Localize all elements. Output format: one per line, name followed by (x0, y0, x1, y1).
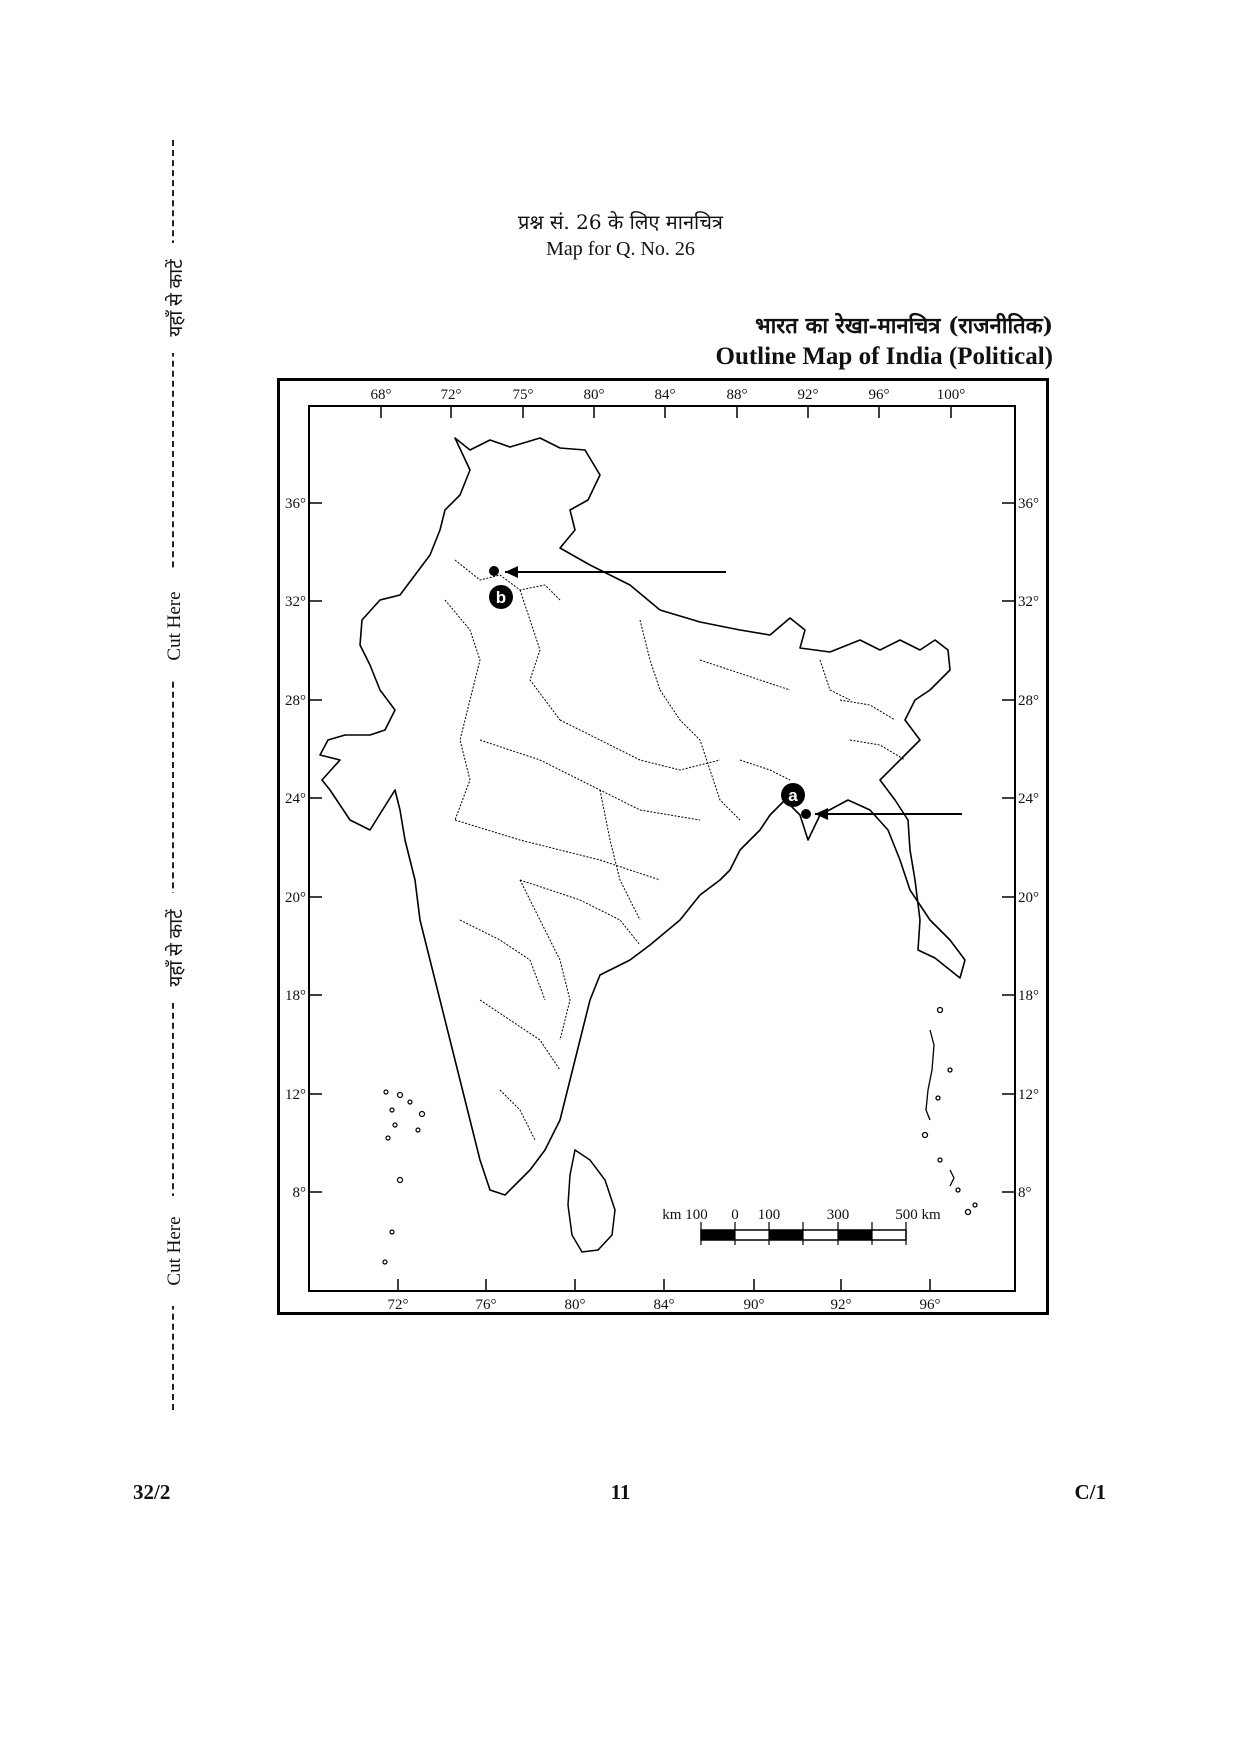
bottom-lon-label: 92° (830, 1297, 852, 1313)
top-lon-label: 75° (512, 387, 534, 403)
marker-b-label: b (495, 588, 507, 607)
sri-lanka-outline (568, 1150, 615, 1252)
scale-bar (662, 1207, 941, 1245)
top-lon-label: 100° (936, 387, 966, 403)
footer-set: C/1 (1074, 1480, 1106, 1504)
india-outline (320, 438, 965, 1195)
marker-a-point (801, 809, 811, 819)
right-lat-label: 18° (1018, 988, 1039, 1004)
bottom-lon-label: 90° (743, 1297, 765, 1313)
left-lat-label: 24° (285, 791, 306, 807)
right-lat-label: 20° (1018, 890, 1039, 906)
top-lon-label: 88° (726, 387, 748, 403)
bottom-lon-label: 72° (387, 1297, 409, 1313)
scale-label: 300 (826, 1207, 850, 1223)
top-lon-label: 84° (654, 387, 676, 403)
scale-label: 100 (757, 1207, 781, 1223)
right-lat-label: 32° (1018, 594, 1039, 610)
footer-page-number: 11 (610, 1480, 631, 1504)
question-heading-hindi: प्रश्न सं. 26 के लिए मानचित्र (518, 210, 723, 234)
right-lat-label: 24° (1018, 791, 1039, 807)
left-lat-label: 36° (285, 496, 306, 512)
top-lon-label: 68° (370, 387, 392, 403)
top-lon-label: 96° (868, 387, 890, 403)
marker-a-label: a (788, 786, 798, 805)
marker-b-point (489, 566, 499, 576)
top-lon-label: 80° (583, 387, 605, 403)
top-lon-label: 72° (440, 387, 462, 403)
map-title-english: Outline Map of India (Political) (715, 343, 1053, 370)
left-lat-label: 12° (285, 1087, 306, 1103)
scale-label: 500 km (895, 1207, 941, 1223)
bottom-lon-label: 96° (919, 1297, 941, 1313)
question-heading-english: Map for Q. No. 26 (546, 238, 695, 260)
left-lat-label: 18° (285, 988, 306, 1004)
left-lat-label: 28° (285, 693, 306, 709)
footer-code: 32/2 (133, 1480, 171, 1504)
cut-label-english-top: Cut Here (164, 571, 186, 681)
left-lat-label: 32° (285, 594, 306, 610)
bottom-lon-label: 80° (564, 1297, 586, 1313)
right-lat-label: 36° (1018, 496, 1039, 512)
cut-label-english-bottom: Cut Here (164, 1196, 186, 1306)
left-lat-label: 20° (285, 890, 306, 906)
map-title-hindi: भारत का रेखा-मानचित्र (राजनीतिक) (755, 313, 1053, 339)
top-lon-label: 92° (797, 387, 819, 403)
cut-label-hindi-bottom: यहाँ से काटें (162, 893, 188, 1003)
left-lat-label: 8° (292, 1185, 306, 1201)
scale-label: km 100 (662, 1207, 708, 1223)
bottom-lon-label: 76° (475, 1297, 497, 1313)
right-lat-label: 8° (1018, 1185, 1032, 1201)
scale-label: 0 (731, 1207, 739, 1223)
cut-label-hindi-top: यहाँ से काटें (162, 243, 188, 353)
right-lat-label: 28° (1018, 693, 1039, 709)
bottom-lon-label: 84° (653, 1297, 675, 1313)
right-lat-label: 12° (1018, 1087, 1039, 1103)
